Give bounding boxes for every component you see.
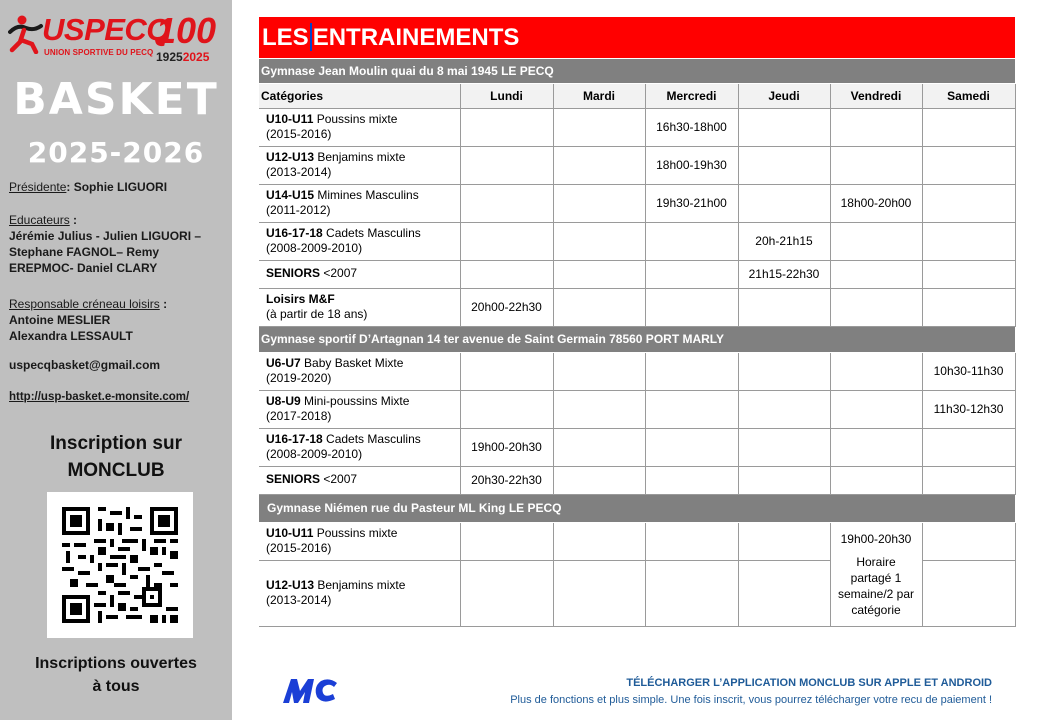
qr-code-icon: [62, 507, 178, 623]
time-slot: [738, 522, 830, 560]
time-slot: [830, 428, 922, 466]
category-label: Benjamins mixte: [314, 149, 406, 164]
time-slot: [738, 288, 830, 326]
schedule-row: [259, 184, 1015, 222]
gym-name: Gymnase sportif D’Artagnan 14 ter avenue de Saint Germain 78560 PORT MARLY: [259, 326, 1015, 352]
schedule-row: [259, 352, 1015, 390]
time-slot: [553, 352, 645, 390]
category-name: [266, 292, 460, 308]
logo-year-end: 2025: [182, 50, 210, 64]
time-slot: [645, 390, 738, 428]
category-label: Baby Basket Mixte: [300, 355, 404, 370]
category-name: [266, 472, 460, 488]
category-code: Loisirs M&F: [266, 291, 335, 306]
schedule-row: [259, 222, 1015, 260]
time-slot: [645, 260, 738, 288]
category-code: U12-U13: [266, 577, 315, 592]
download-app-banner[interactable]: TÉLÉCHARGER L’APPLICATION MONCLUB SUR APPLE ET ANDROID: [626, 677, 992, 689]
category-name: [266, 578, 460, 594]
time-slot: [830, 390, 922, 428]
time-slot: [738, 560, 830, 626]
qr-code[interactable]: [47, 492, 193, 638]
email[interactable]: uspecqbasket@gmail.com: [9, 358, 161, 372]
category-code: SENIORS: [266, 266, 321, 281]
time-slot: [922, 108, 1015, 146]
leisure-managers: [9, 296, 167, 344]
category-name: [266, 188, 460, 204]
time-slot: [830, 260, 922, 288]
time-slot: [738, 108, 830, 146]
schedule-table: [259, 59, 1016, 627]
time-slot: [922, 522, 1015, 560]
schedule-row: [259, 428, 1015, 466]
season: 2025-2026: [27, 136, 205, 169]
inscriptions-open-line: à tous: [92, 678, 140, 695]
inscriptions-open: [0, 652, 232, 698]
category-label: Benjamins mixte: [314, 577, 406, 592]
category-code: U12-U13: [266, 149, 315, 164]
time-slot: 10h30-11h30: [922, 352, 1015, 390]
time-slot: [830, 466, 922, 494]
category-label: Cadets Masculins: [322, 431, 421, 446]
time-slot: [460, 560, 553, 626]
time-slot: 19h00-20h30: [460, 428, 553, 466]
page-title: [259, 17, 1015, 58]
category-name: [266, 226, 460, 242]
schedule-row: [259, 146, 1015, 184]
logo-years: [156, 50, 209, 64]
category-cell: [259, 222, 460, 260]
schedule-row: [259, 108, 1015, 146]
time-slot: 20h00-22h30: [460, 288, 553, 326]
time-slot: [553, 108, 645, 146]
category-label: <2007: [320, 472, 358, 487]
category-name: [266, 112, 460, 128]
category-code: U10-U11: [266, 525, 314, 540]
leisure-manager: Antoine MESLIER: [9, 313, 111, 327]
time-slot: [553, 390, 645, 428]
category-cell: [259, 522, 460, 560]
column-header: Lundi: [460, 83, 553, 108]
educators-line: Jérémie Julius - Julien LIGUORI –: [9, 229, 202, 243]
inscriptions-open-line: Inscriptions ouvertes: [35, 655, 197, 672]
time-slot: 20h-21h15: [738, 222, 830, 260]
schedule-body: [259, 59, 1015, 626]
time-slot: [460, 222, 553, 260]
category-years: (2019-2020): [266, 371, 332, 385]
category-cell: [259, 352, 460, 390]
category-name: [266, 394, 460, 410]
time-slot: 11h30-12h30: [922, 390, 1015, 428]
time-slot: [738, 352, 830, 390]
educators: [9, 212, 201, 276]
category-label: Poussins mixte: [313, 525, 398, 540]
time-slot: [645, 560, 738, 626]
time-slot: [553, 466, 645, 494]
column-header: Catégories: [259, 83, 460, 108]
time-slot: [645, 288, 738, 326]
time-slot: [553, 428, 645, 466]
time-slot: [460, 390, 553, 428]
time-slot: 18h00-20h00: [830, 184, 922, 222]
time-slot: [830, 288, 922, 326]
time-slot: [645, 352, 738, 390]
time-slot: [553, 222, 645, 260]
time-slot: [922, 184, 1015, 222]
logo-brand: USPECQ: [42, 12, 170, 47]
time-slot: [460, 522, 553, 560]
column-header: Mercredi: [645, 83, 738, 108]
gym-header-row: [259, 494, 1015, 522]
column-header: Samedi: [922, 83, 1015, 108]
time-slot: [460, 352, 553, 390]
category-name: [266, 432, 460, 448]
category-cell: [259, 260, 460, 288]
app-description: Plus de fonctions et plus simple. Une fois inscrit, vous pourrez télécharger votre recu de paiement !: [510, 694, 992, 706]
time-slot: [553, 522, 645, 560]
leisure-label: Responsable créneau loisirs: [9, 297, 160, 311]
gym-header-row: [259, 59, 1015, 83]
schedule-row: [259, 522, 1015, 560]
category-cell: [259, 390, 460, 428]
category-years: (2013-2014): [266, 165, 332, 179]
time-slot: [738, 146, 830, 184]
runner-icon: [8, 14, 44, 54]
category-cell: [259, 184, 460, 222]
gym-name: Gymnase Niémen rue du Pasteur ML King LE PECQ: [259, 494, 1015, 522]
title-part: LES: [262, 24, 309, 51]
time-slot: [738, 466, 830, 494]
uspecq-logo: [6, 10, 228, 68]
logo-subtitle: UNION SPORTIVE DU PECQ: [44, 48, 154, 57]
president-label: Présidente: [9, 180, 67, 194]
time-slot: [645, 522, 738, 560]
category-years: (à partir de 18 ans): [266, 307, 368, 321]
time-slot: [645, 428, 738, 466]
time-slot: [553, 560, 645, 626]
time-slot: [830, 352, 922, 390]
time-slot: [553, 184, 645, 222]
category-code: SENIORS: [266, 472, 321, 487]
schedule-row: [259, 390, 1015, 428]
category-cell: [259, 108, 460, 146]
time-slot: 19h30-21h00: [645, 184, 738, 222]
time-slot: [460, 184, 553, 222]
schedule-row: [259, 466, 1015, 494]
category-cell: [259, 560, 460, 626]
shared-slot-note: Horaire partagé 1 semaine/2 par catégorie: [837, 554, 915, 617]
inscription-app-name: MONCLUB: [67, 460, 165, 481]
website-link[interactable]: http://usp-basket.e-monsite.com/: [9, 391, 190, 403]
category-cell: [259, 288, 460, 326]
category-label: <2007: [320, 266, 358, 281]
column-header-row: [259, 83, 1015, 108]
educators-colon: :: [69, 213, 78, 227]
category-cell: [259, 466, 460, 494]
category-name: [266, 526, 460, 542]
leisure-colon: :: [159, 297, 168, 311]
schedule-row: [259, 288, 1015, 326]
time-slot: [922, 146, 1015, 184]
time-slot: [830, 222, 922, 260]
category-name: [266, 356, 460, 372]
category-code: U16-17-18: [266, 431, 323, 446]
text-cursor: [310, 23, 312, 51]
educators-line: EREPMOC- Daniel CLARY: [9, 261, 158, 275]
category-years: (2017-2018): [266, 409, 332, 423]
column-header: Mardi: [553, 83, 645, 108]
category-years: (2008-2009-2010): [266, 447, 363, 461]
sidebar: [0, 0, 232, 720]
time-slot: [553, 146, 645, 184]
time-slot: [553, 288, 645, 326]
time-slot: [645, 222, 738, 260]
category-label: Mini-poussins Mixte: [300, 393, 410, 408]
category-name: [266, 266, 460, 282]
president: [9, 179, 167, 195]
category-code: U8-U9: [266, 393, 301, 408]
column-header: Jeudi: [738, 83, 830, 108]
category-label: Cadets Masculins: [322, 225, 421, 240]
time-slot: [922, 560, 1015, 626]
educators-label: Educateurs: [9, 213, 70, 227]
category-years: (2013-2014): [266, 593, 332, 607]
time-slot: 21h15-22h30: [738, 260, 830, 288]
time-slot: [922, 428, 1015, 466]
category-cell: [259, 146, 460, 184]
time-slot: 18h00-19h30: [645, 146, 738, 184]
time-slot: [922, 260, 1015, 288]
time-slot: 20h30-22h30: [460, 466, 553, 494]
logo-anniversary: 100: [156, 10, 217, 51]
time-slot: [460, 260, 553, 288]
time-slot: [830, 146, 922, 184]
time-slot: [738, 390, 830, 428]
educators-line: Stephane FAGNOL– Remy: [9, 245, 160, 259]
time-slot: [460, 146, 553, 184]
time-slot: [922, 288, 1015, 326]
category-years: (2015-2016): [266, 541, 332, 555]
category-years: (2015-2016): [266, 127, 332, 141]
shared-time-slot: [830, 522, 922, 626]
column-header: Vendredi: [830, 83, 922, 108]
time-slot: [738, 184, 830, 222]
inscription-line: Inscription sur: [50, 433, 182, 454]
category-code: U16-17-18: [266, 225, 323, 240]
category-years: (2008-2009-2010): [266, 241, 363, 255]
category-code: U14-U15: [266, 187, 315, 202]
category-code: U10-U11: [266, 111, 314, 126]
time-slot: [645, 466, 738, 494]
category-label: Mimines Masculins: [314, 187, 419, 202]
shared-slot-time: 19h00-20h30: [840, 531, 912, 546]
time-slot: 16h30-18h00: [645, 108, 738, 146]
time-slot: [460, 108, 553, 146]
gym-name: Gymnase Jean Moulin quai du 8 mai 1945 LE PECQ: [259, 59, 1015, 83]
category-label: Poussins mixte: [313, 111, 398, 126]
gym-header-row: [259, 326, 1015, 352]
time-slot: [830, 108, 922, 146]
time-slot: [738, 428, 830, 466]
category-code: U6-U7: [266, 355, 301, 370]
schedule-row: [259, 260, 1015, 288]
category-cell: [259, 428, 460, 466]
sport-title: BASKET: [13, 74, 219, 125]
time-slot: [553, 260, 645, 288]
time-slot: [922, 466, 1015, 494]
leisure-manager: Alexandra LESSAULT: [9, 329, 133, 343]
logo-year-start: 1925: [156, 50, 183, 64]
title-part: ENTRAINEMENTS: [312, 24, 520, 51]
inscription-heading: [0, 430, 232, 484]
monclub-logo-icon: [283, 677, 341, 705]
category-years: (2011-2012): [266, 203, 331, 217]
president-name: : Sophie LIGUORI: [66, 180, 168, 194]
time-slot: [922, 222, 1015, 260]
category-name: [266, 150, 460, 166]
